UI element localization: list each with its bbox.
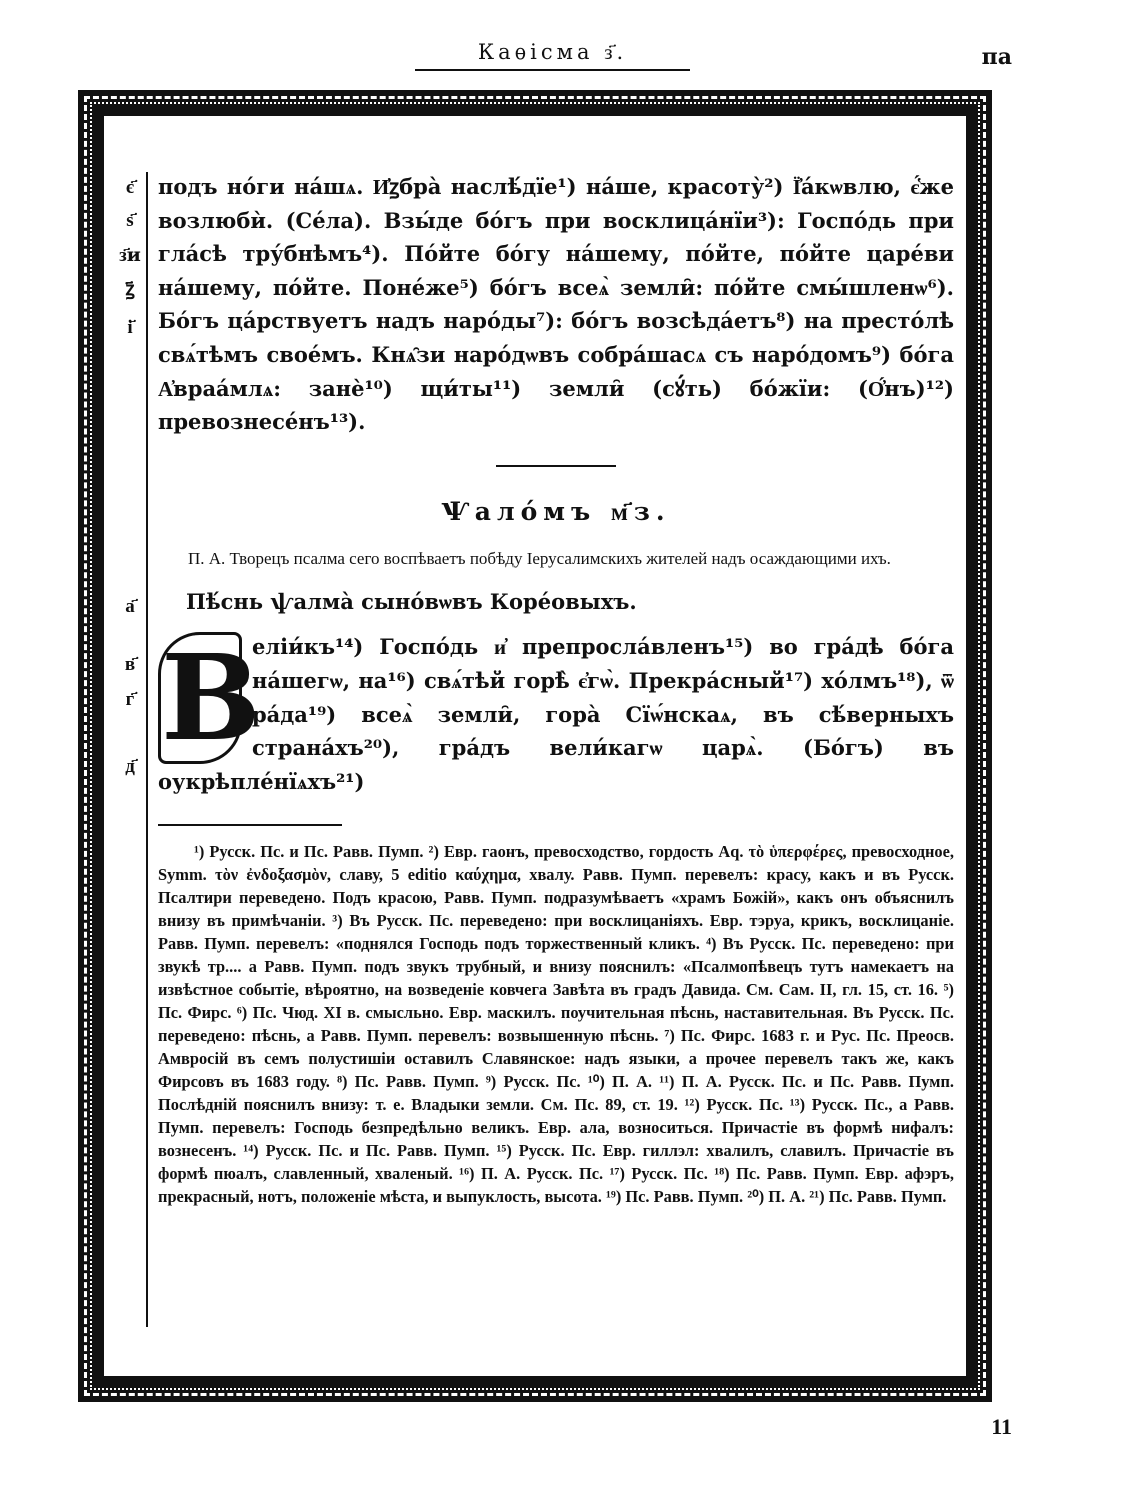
- ornamental-initial: В: [158, 632, 242, 764]
- psalm-heading: Пѣ́снь ѱалма̀ сыно́вѡвъ Коре́овыхъ.: [186, 588, 637, 614]
- verse-number: ѕ҃: [126, 209, 134, 231]
- section-divider: [496, 465, 616, 467]
- footnote-rule: [158, 824, 342, 826]
- psalm-title: Ѱало́мъ м҃з.: [441, 496, 671, 526]
- verse-number: і҃: [127, 316, 133, 338]
- verse-number: г҃: [125, 688, 135, 710]
- verse-number: ꙁ҃: [125, 278, 135, 300]
- verse-number: з҃и: [119, 244, 141, 266]
- page-content: [158, 170, 954, 1208]
- page-number: 11: [991, 1414, 1012, 1439]
- verse-number: д҃: [125, 755, 135, 777]
- footnotes: ¹) Русск. Пс. и Пс. Равв. Пумп. ²) Евр. гаонъ, превосходство, гордость Aq. τὸ ὑπερφέρες, превосходное, Symm. τὸν ἐνδοξασμὸν, славу, 5 editio καύχημα, хвалу. Равв. Пумп. перевелъ: красу, какъ и въ Русск. Псалтири переведено. Подъ красою, Равв. Пумп. подразумѣваетъ «храмъ Божій», какъ онъ объяснилъ внизу въ примѣчаніи. ³) Въ Русск. Пс. переведено: при восклицаніяхъ. Евр. тэруа, крикъ, восклицаніе. Равв. Пумп. перевелъ: «поднялся Господь подъ торжественный кликъ. ⁴) Въ Русск. Пс. переведено: при звукѣ тр.... а Равв. Пумп. подъ звукъ трубный, и внизу пояснилъ: «Псалмопѣвецъ тутъ намекаетъ на извѣстное событіе, вѣроятно, на возведеніе ковчега Завѣта въ градъ Давида. См. Сам. II, гл. 15, ст. 16. ⁵) Пс. Фирс. ⁶) Пс. Чюд. XI в. смысльно. Евр. маскилъ. поучительная пѣснь, наставительная. Въ Русск. Пс. переведено: пѣснь, а Равв. Пумп. перевелъ: возвышенную пѣснь. ⁷) Пс. Фирс. 1683 г. и Рус. Пс. Преосв. Амвросій въ семъ полустишіи оставилъ Славянское: надъ языки, а прочее перевелъ такъ же, какъ Фирсовъ въ 1683 году. ⁸) Пс. Равв. Пумп. ⁹) Русск. Пс. ¹⁰) П. А. ¹¹) П. А. Русск. Пс. и Пс. Равв. Пумп. Послѣдній пояснилъ внизу: т. е. Владыки земли. См. Пс. 89, ст. 19. ¹²) Русск. Пс. ¹³) Русск. Пс., а Равв. Пумп. перевелъ: Господь безпредѣльно великъ. Евр. ала, возноситься. Причастіе въ формѣ нифалъ: вознесенъ. ¹⁴) Русск. Пс. и Пс. Равв. Пумп. ¹⁵) Русск. Пс. Евр. гиллэл: хвалилъ, славилъ. Причастіе въ формѣ пюалъ, славленный, хваленый. ¹⁶) П. А. Русск. Пс. ¹⁷) Русск. Пс. ¹⁸) Пс. Равв. Пумп. Евр. афэръ, прекрасный, нотъ, положеніе мѣста, и выпуклость, высота. ¹⁹) Пс. Равв. Пумп. ²⁰) П. А. ²¹) Пс. Равв. Пумп.: [158, 842, 954, 1207]
- verse-number: а҃: [125, 595, 135, 617]
- psalm-intro: П. А. Творецъ псалма сего воспѣваетъ побѣду Іерусалимскихъ жителей надъ осаждающими ихъ.: [188, 548, 891, 568]
- verse-number: є҃: [125, 176, 135, 198]
- body-paragraph: еліи́къ¹⁴) Госпо́дь и҆ препросла́вленъ¹⁵) во гра́дѣ бо́га на́шегѡ, на¹⁶) свѧ́тѣй горѣ̀ є҆гѡ̀. Прекра́сный¹⁷) хо́лмъ¹⁸), ѿ ра́да¹⁹) всеѧ̀ земли̑, гора̀ Сїѡ́нскаѧ, въ сѣ́верныхъ страна́хъ²⁰), гра́дъ вели́кагѡ царѧ̀. (Бо́гъ) въ оукрѣпле́нїѧхъ²¹): [158, 634, 954, 794]
- running-title: Каѳісма з҃.: [415, 40, 690, 71]
- psalm-text-block: [158, 630, 954, 798]
- folio-number: па: [981, 44, 1012, 70]
- margin-rule: [146, 172, 148, 1327]
- verse-number: в҃: [124, 653, 136, 675]
- body-paragraph: подъ но́ги на́шѧ. И҆ꙁбра̀ наслѣ́дїе¹) на́ше, красоту̀²) Ї҆а́кѡвлю, є҅́же возлюбѝ. (Се́ла). Взы́де бо́гъ при восклица́нїи³): Госпо́дь при гла́сѣ тру́бнѣмъ⁴). По́йте бо́гу на́шему, по́йте, по́йте царе́ви на́шему, по́йте. Поне́же⁵) бо́гъ всеѧ̀ земли̑: по́йте смы́шленѡ⁶). Бо́гъ ца́рствуетъ надъ наро́ды⁷): бо́гъ возсѣда́етъ⁸) на престо́лѣ свѧ́тѣмъ свое́мъ. Кнѧ̑зи наро́дѡвъ собра́шасѧ съ наро́домъ⁹) бо́га А҆враа́млѧ: занѐ¹⁰) щи́ты¹¹) земли̑ (сꙋ́ть) бо́жїи: (О҆́нъ)¹²) превознесе́нъ¹³).: [158, 174, 954, 435]
